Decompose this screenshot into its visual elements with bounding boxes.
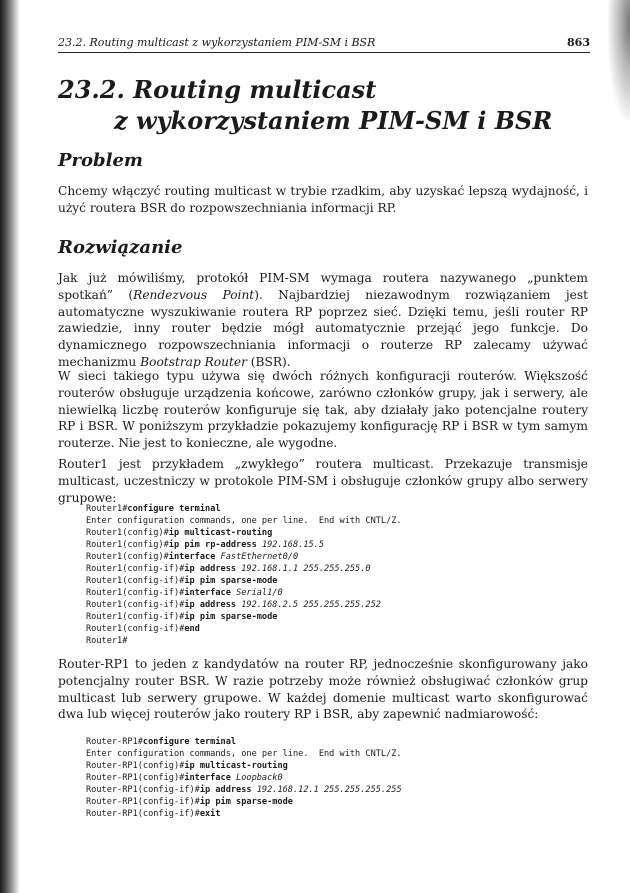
running-title: 23.2. Routing multicast z wykorzystaniem PIM-SM i BSR	[58, 36, 376, 49]
code-prompt: Router1(config)#	[86, 540, 169, 550]
code-argument: FastEthernet0/0	[215, 552, 299, 562]
code-line	[86, 515, 402, 527]
solution-paragraph-3: Router1 jest przykładem „zwykłego” routera multicast. Przekazuje transmisje multicast, uczestniczy w protokole PIM-SM i obsługuje członków grupy albo serwery grupowe:	[58, 457, 588, 505]
problem-text: Chcemy włączyć routing multicast w trybie rzadkim, aby uzyskać lepszą wydajność, i użyć routera BSR do rozpowszechniania informacji RP.	[58, 184, 588, 215]
code-command: exit	[199, 809, 221, 819]
code-command: ip address	[184, 600, 237, 610]
problem-heading: Problem	[58, 150, 143, 171]
page-number: 863	[567, 36, 590, 49]
scan-shadow-left	[0, 0, 20, 893]
code-command: configure terminal	[127, 504, 221, 514]
code-command: interface	[184, 588, 231, 598]
code-line	[86, 623, 402, 635]
code-command: ip multicast-routing	[168, 528, 273, 538]
code-prompt: Router1(config-if)#	[86, 624, 185, 634]
code-prompt: Router1(config-if)#	[86, 564, 185, 574]
code-line	[86, 539, 402, 551]
code-prompt: Enter configuration commands, one per line. End with CNTL/Z.	[86, 749, 402, 759]
solution-paragraph-4: Router-RP1 to jeden z kandydatów na router RP, jednocześnie skonfigurowany jako potencjalny router BSR. W razie potrzeby może również obsługiwać członków grup multicast lub serwery grupowe. W każdej domenie multicast warto skonfigurować dwa lub więcej routerów jako routery RP i BSR, aby zapewnić nadmiarowość:	[58, 657, 588, 722]
code-command: interface	[184, 773, 231, 783]
code-argument: 192.168.1.1 255.255.255.0	[236, 564, 371, 574]
code-argument: 192.168.2.5 255.255.255.252	[236, 600, 381, 610]
code-argument: Serial1/0	[230, 588, 283, 598]
p1-text-b: ). Najbardziej niezawodnym rozwiązaniem jest automatyczne wyszukiwanie routera RP poprzez sieć. Dzięki temu, jeśli router RP zawiedzie, inny router będzie mógł automatycznie przejąć jego funkcje. Do dynamicznego rozpowszechniania informacji o routerze RP zalecamy używać mechanizmu	[58, 287, 588, 369]
section-title-line2: z wykorzystaniem PIM-SM i BSR	[114, 106, 553, 135]
code-command: ip pim rp-address	[168, 540, 257, 550]
p1-text-c: (BSR).	[246, 354, 291, 369]
p1-text-a: Jak już mówiliśmy, protokół PIM-SM wymaga routera nazywanego „punktem spotkań” (	[58, 271, 588, 302]
book-page	[58, 0, 590, 893]
code-prompt: Router1#	[86, 504, 128, 514]
code-line	[86, 611, 402, 623]
code-command: end	[184, 624, 200, 634]
code-prompt: Router-RP1(config)#	[86, 761, 185, 771]
code-line	[86, 599, 402, 611]
code-line	[86, 503, 402, 515]
code-line	[86, 772, 402, 784]
code-line	[86, 748, 402, 760]
running-header	[58, 36, 590, 53]
code-prompt: Router1(config)#	[86, 528, 169, 538]
code-prompt: Router1(config-if)#	[86, 588, 185, 598]
code-argument: Loopback0	[230, 773, 283, 783]
code-line	[86, 736, 402, 748]
code-command: interface	[168, 552, 216, 562]
code-command: ip address	[184, 564, 237, 574]
code-command: ip pim sparse-mode	[199, 797, 293, 807]
code-line	[86, 760, 402, 772]
section-title-line1: 23.2. Routing multicast	[58, 75, 377, 104]
code-prompt: Enter configuration commands, one per line. End with CNTL/Z.	[86, 516, 402, 526]
code-prompt: Router-RP1(config-if)#	[86, 797, 200, 807]
code-command: ip address	[199, 785, 252, 795]
code-argument: 192.168.15.5	[256, 540, 325, 550]
code-command: ip pim sparse-mode	[184, 576, 278, 586]
p1-italic-rendezvous: Rendezvous Point	[133, 287, 255, 302]
code-line	[86, 587, 402, 599]
code-line	[86, 808, 402, 820]
solution-paragraph-1	[58, 270, 588, 371]
code-command: configure terminal	[142, 737, 237, 747]
code-listing-router-rp1	[86, 736, 402, 820]
code-line	[86, 575, 402, 587]
code-argument: 192.168.12.1 255.255.255.255	[251, 785, 402, 795]
code-prompt: Router-RP1(config-if)#	[86, 809, 200, 819]
solution-paragraph-2: W sieci takiego typu używa się dwóch różnych konfiguracji routerów. Większość routerów obsługuje urządzenia końcowe, zarówno członków grupy, jak i serwery, ale niewielką liczbę routerów konfiguruje się tak, aby działały jako potencjalne routery RP i BSR. W poniższym przykładzie pokazujemy konfigurację RP i BSR w tym samym routerze. Nie jest to konieczne, ale wygodne.	[58, 369, 588, 451]
code-line	[86, 635, 402, 647]
code-line	[86, 551, 402, 563]
code-line	[86, 784, 402, 796]
code-prompt: Router1(config-if)#	[86, 612, 185, 622]
code-prompt: Router-RP1(config)#	[86, 773, 185, 783]
code-command: ip multicast-routing	[184, 761, 288, 771]
code-command: ip pim sparse-mode	[184, 612, 278, 622]
solution-heading: Rozwiązanie	[58, 237, 183, 258]
code-line	[86, 527, 402, 539]
section-title	[58, 74, 552, 136]
code-prompt: Router1#	[86, 636, 128, 646]
code-listing-router1	[86, 503, 402, 647]
code-prompt: Router1(config-if)#	[86, 600, 185, 610]
code-prompt: Router-RP1#	[86, 737, 143, 747]
p1-italic-bootstrap: Bootstrap Router	[140, 354, 247, 369]
scan-shadow-right	[608, 0, 630, 120]
code-line	[86, 563, 402, 575]
code-line	[86, 796, 402, 808]
code-prompt: Router1(config-if)#	[86, 576, 185, 586]
code-prompt: Router1(config)#	[86, 552, 169, 562]
code-prompt: Router-RP1(config-if)#	[86, 785, 200, 795]
